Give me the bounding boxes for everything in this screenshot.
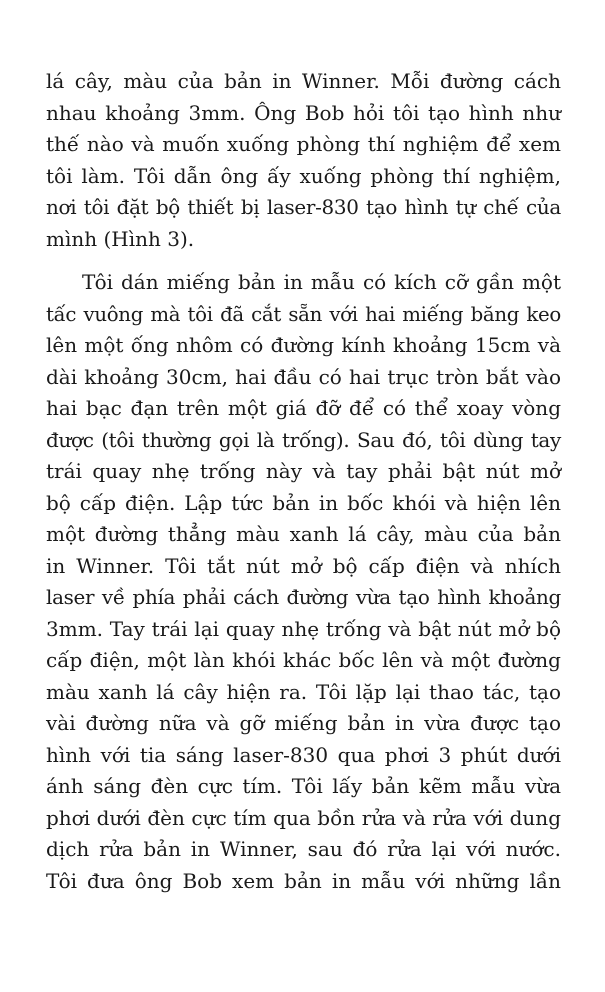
text-line: dịch rửa bản in Winner, sau đó rửa lại với nước. (46, 837, 561, 861)
text-line: được (tôi thường gọi là trống). Sau đó, tôi dùng tay (46, 427, 561, 452)
text-line: in Winner. Tôi tắt nút mở bộ cấp điện và nhích (46, 553, 561, 578)
text-line: một đường thẳng màu xanh lá cây, màu của bản (46, 522, 561, 546)
text-line: hai bạc đạn trên một giá đỡ để có thể xoay vòng (46, 396, 561, 420)
text-line: ánh sáng đèn cực tím. Tôi lấy bản kẽm mẫu vừa (46, 774, 561, 798)
paragraph-2 (46, 267, 561, 897)
text-line: hình với tia sáng laser-830 qua phơi 3 phút dưới (46, 742, 561, 767)
text-line: laser về phía phải cách đường vừa tạo hình khoảng (46, 586, 561, 609)
text-line: nơi tôi đặt bộ thiết bị laser-830 tạo hình tự chế của (46, 196, 561, 219)
text-line: trái quay nhẹ trống này và tay phải bật nút mở (46, 459, 561, 483)
text-line: phơi dưới đèn cực tím qua bồn rửa và rửa với dung (46, 805, 561, 830)
document-page (46, 66, 561, 897)
text-line: Tôi dán miếng bản in mẫu có kích cỡ gần một (82, 270, 561, 294)
text-line: mình (Hình 3). (46, 226, 195, 251)
text-line: lên một ống nhôm có đường kính khoảng 15cm và (46, 333, 561, 357)
text-line: nhau khoảng 3mm. Ông Bob hỏi tôi tạo hình như (46, 100, 561, 125)
text-line: bộ cấp điện. Lập tức bản in bốc khói và hiện lên (46, 490, 561, 515)
text-line: dài khoảng 30cm, hai đầu có hai trục tròn bắt vào (46, 364, 561, 389)
text-line: thế nào và muốn xuống phòng thí nghiệm để xem (46, 132, 561, 156)
text-line: cấp điện, một làn khói khác bốc lên và một đường (46, 648, 561, 672)
text-line: tấc vuông mà tôi đã cắt sẵn với hai miếng băng keo (46, 302, 561, 326)
text-line: Tôi đưa ông Bob xem bản in mẫu với những lần (46, 868, 561, 893)
text-line: tôi làm. Tôi dẫn ông ấy xuống phòng thí nghiệm, (46, 163, 561, 188)
text-line: 3mm. Tay trái lại quay nhẹ trống và bật nút mở bộ (46, 616, 561, 641)
text-line: màu xanh lá cây hiện ra. Tôi lặp lại thao tác, tạo (46, 679, 561, 704)
paragraph-1 (46, 66, 561, 255)
text-line: lá cây, màu của bản in Winner. Mỗi đường cách (46, 69, 561, 93)
text-line: vài đường nữa và gỡ miếng bản in vừa được tạo (46, 711, 561, 735)
